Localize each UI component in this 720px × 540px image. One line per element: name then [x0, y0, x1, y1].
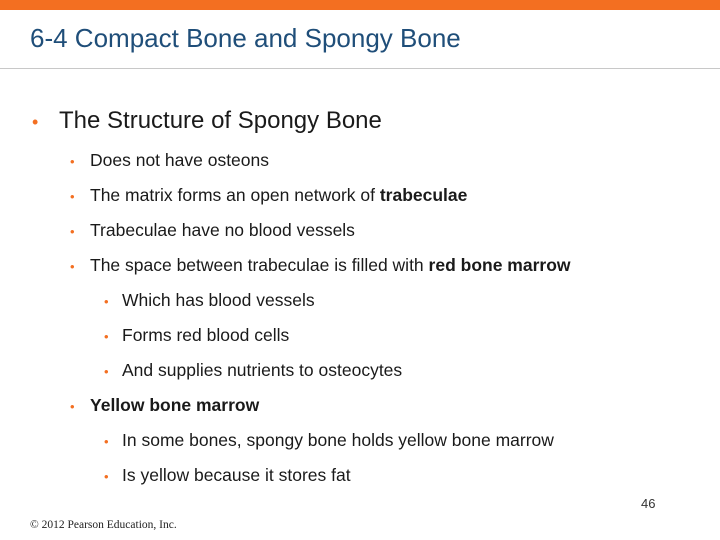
- bullet-text: And supplies nutrients to osteocytes: [122, 360, 403, 380]
- sub-bullet-spongy-holds-yellow: [104, 432, 554, 450]
- bullet-dot: •: [70, 259, 75, 274]
- copyright-notice: © 2012 Pearson Education, Inc.: [30, 519, 177, 531]
- bullet-dot: •: [104, 434, 109, 449]
- bullet-text: Forms red blood cells: [122, 325, 290, 345]
- bullet-dot: •: [70, 399, 75, 414]
- bullet-text: The Structure of Spongy Bone: [59, 107, 382, 134]
- bullet-text: In some bones, spongy bone holds yellow bone marrow: [122, 430, 554, 450]
- bullet-text: Is yellow because it stores fat: [122, 465, 351, 485]
- page-number: 46: [641, 496, 656, 511]
- bullet-dot: •: [32, 112, 39, 132]
- bullet-text: [90, 395, 259, 415]
- sub-bullet-stores-fat: [104, 467, 351, 485]
- term-trabeculae: trabeculae: [379, 185, 468, 205]
- bullet-text: Trabeculae have no blood vessels: [90, 220, 355, 240]
- bullet-red-bone-marrow: [70, 257, 571, 275]
- bullet-text: Which has blood vessels: [122, 290, 315, 310]
- bullet-matrix-network: [70, 187, 467, 205]
- slide-title: 6-4 Compact Bone and Spongy Bone: [30, 23, 461, 53]
- bullet-dot: •: [70, 224, 75, 239]
- bullet-dot: •: [104, 469, 109, 484]
- bullet-yellow-bone-marrow: [70, 397, 259, 415]
- bullet-text: Does not have osteons: [90, 150, 270, 170]
- term-yellow-bone-marrow: Yellow bone marrow: [90, 395, 260, 415]
- sub-bullet-nutrients: [104, 362, 402, 380]
- bullet-no-blood-vessels: [70, 222, 355, 240]
- bullet-text: [90, 255, 571, 275]
- term-red-bone-marrow: red bone marrow: [428, 255, 571, 275]
- bullet-dot: •: [104, 294, 109, 309]
- sub-bullet-red-blood-cells: [104, 327, 289, 345]
- bullet-dot: •: [104, 364, 109, 379]
- bullet-dot: •: [104, 329, 109, 344]
- bullet-text-plain: The matrix forms an open network of: [90, 185, 380, 205]
- bullet-dot: •: [70, 189, 75, 204]
- title-divider: [0, 68, 720, 69]
- top-accent-bar: [0, 0, 720, 10]
- bullet-text: [90, 185, 467, 205]
- bullet-text-plain: The space between trabeculae is filled with: [90, 255, 429, 275]
- bullet-structure-spongy-bone: [32, 109, 382, 133]
- bullet-no-osteons: [70, 152, 269, 170]
- bullet-dot: •: [70, 154, 75, 169]
- sub-bullet-blood-vessels: [104, 292, 315, 310]
